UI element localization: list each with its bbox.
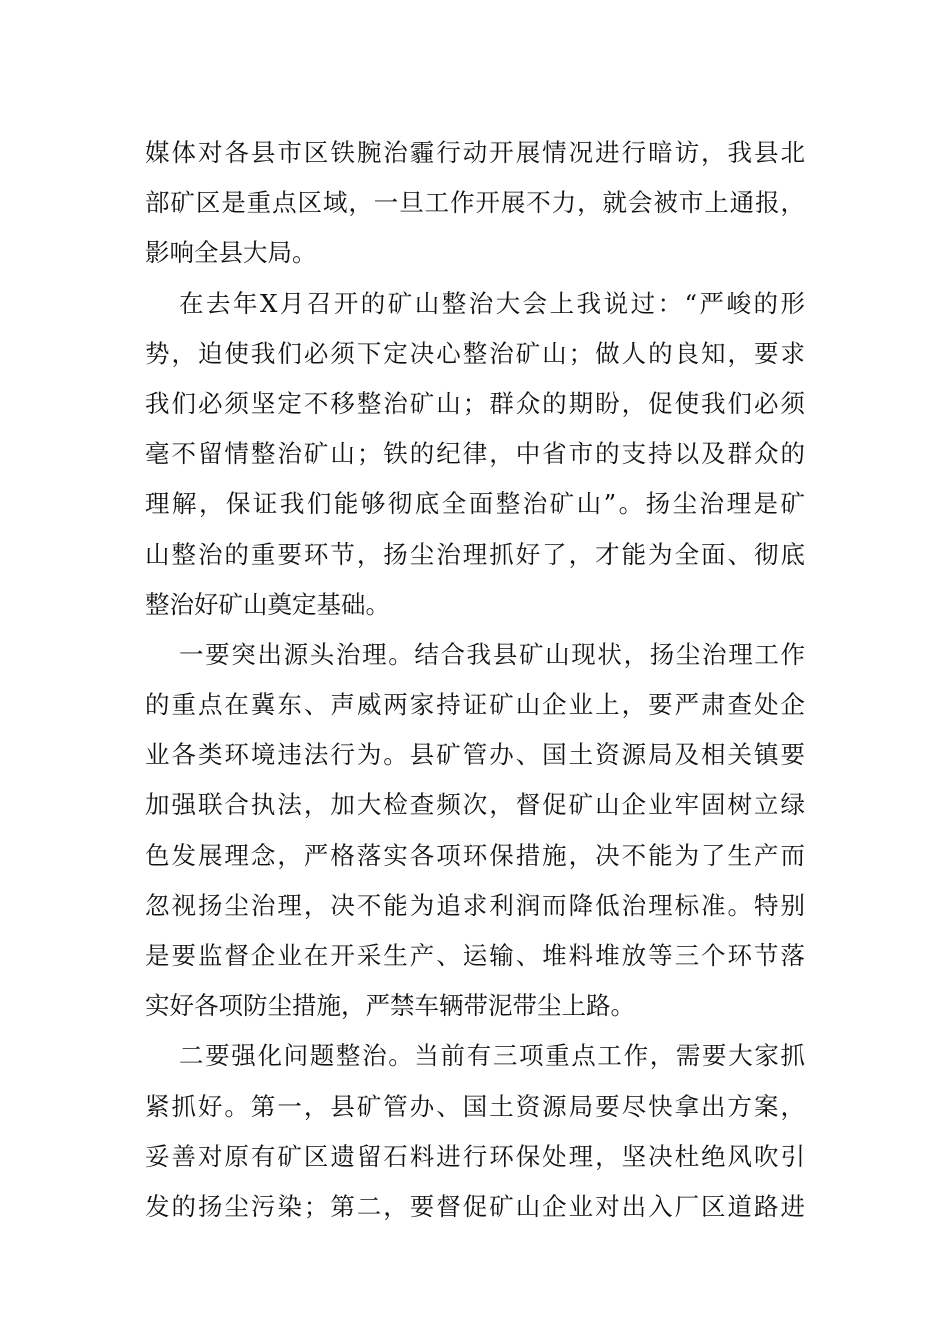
- text-line: 部矿区是重点区域，一旦工作开展不力，就会被市上通报，: [145, 188, 805, 218]
- text-line: 媒体对各县市区铁腕治霾行动开展情况进行暗访，我县北: [145, 138, 805, 167]
- text-line: 色发展理念，严格落实各项环保措施，决不能为了生产而: [145, 840, 805, 870]
- text-line: 影响全县大局。: [145, 238, 317, 268]
- text-line: 整治好矿山奠定基础。: [145, 589, 390, 619]
- text-line: 毫不留情整治矿山；铁的纪律，中省市的支持以及群众的: [145, 439, 805, 469]
- text-line: 妥善对原有矿区遗留石料进行环保处理，坚决杜绝风吹引: [145, 1141, 805, 1171]
- paragraph-1: [145, 128, 805, 279]
- text-line: 一要突出源头治理。结合我县矿山现状，扬尘治理工作: [179, 639, 805, 669]
- text-line: 山整治的重要环节，扬尘治理抓好了，才能为全面、彻底: [145, 539, 805, 569]
- text-line: 忽视扬尘治理，决不能为追求利润而降低治理标准。特别: [145, 890, 805, 920]
- text-line: 业各类环境违法行为。县矿管办、国土资源局及相关镇要: [145, 740, 805, 770]
- text-line: 实好各项防尘措施，严禁车辆带泥带尘上路。: [145, 991, 635, 1021]
- text-line: 加强联合执法，加大检查频次，督促矿山企业牢固树立绿: [145, 790, 805, 820]
- paragraph-4: [145, 1031, 805, 1232]
- paragraph-2: [145, 279, 805, 630]
- text-line: 我们必须坚定不移整治矿山；群众的期盼，促使我们必须: [145, 388, 805, 418]
- text-line: 是要监督企业在开采生产、运输、堆料堆放等三个环节落: [145, 941, 805, 970]
- document-body: [145, 128, 805, 1232]
- paragraph-3: [145, 630, 805, 1032]
- text-line: 势，迫使我们必须下定决心整治矿山；做人的良知，要求: [145, 338, 805, 368]
- text-line: 在去年X月召开的矿山整治大会上我说过：“严峻的形: [179, 288, 805, 318]
- text-line: 的重点在冀东、声威两家持证矿山企业上，要严肃查处企: [145, 690, 805, 720]
- text-line: 发的扬尘污染；第二，要督促矿山企业对出入厂区道路进: [145, 1191, 805, 1221]
- text-line: 紧抓好。第一，县矿管办、国土资源局要尽快拿出方案，: [145, 1091, 805, 1121]
- text-line: 理解，保证我们能够彻底全面整治矿山”。扬尘治理是矿: [145, 489, 805, 519]
- text-line: 二要强化问题整治。当前有三项重点工作，需要大家抓: [179, 1041, 805, 1071]
